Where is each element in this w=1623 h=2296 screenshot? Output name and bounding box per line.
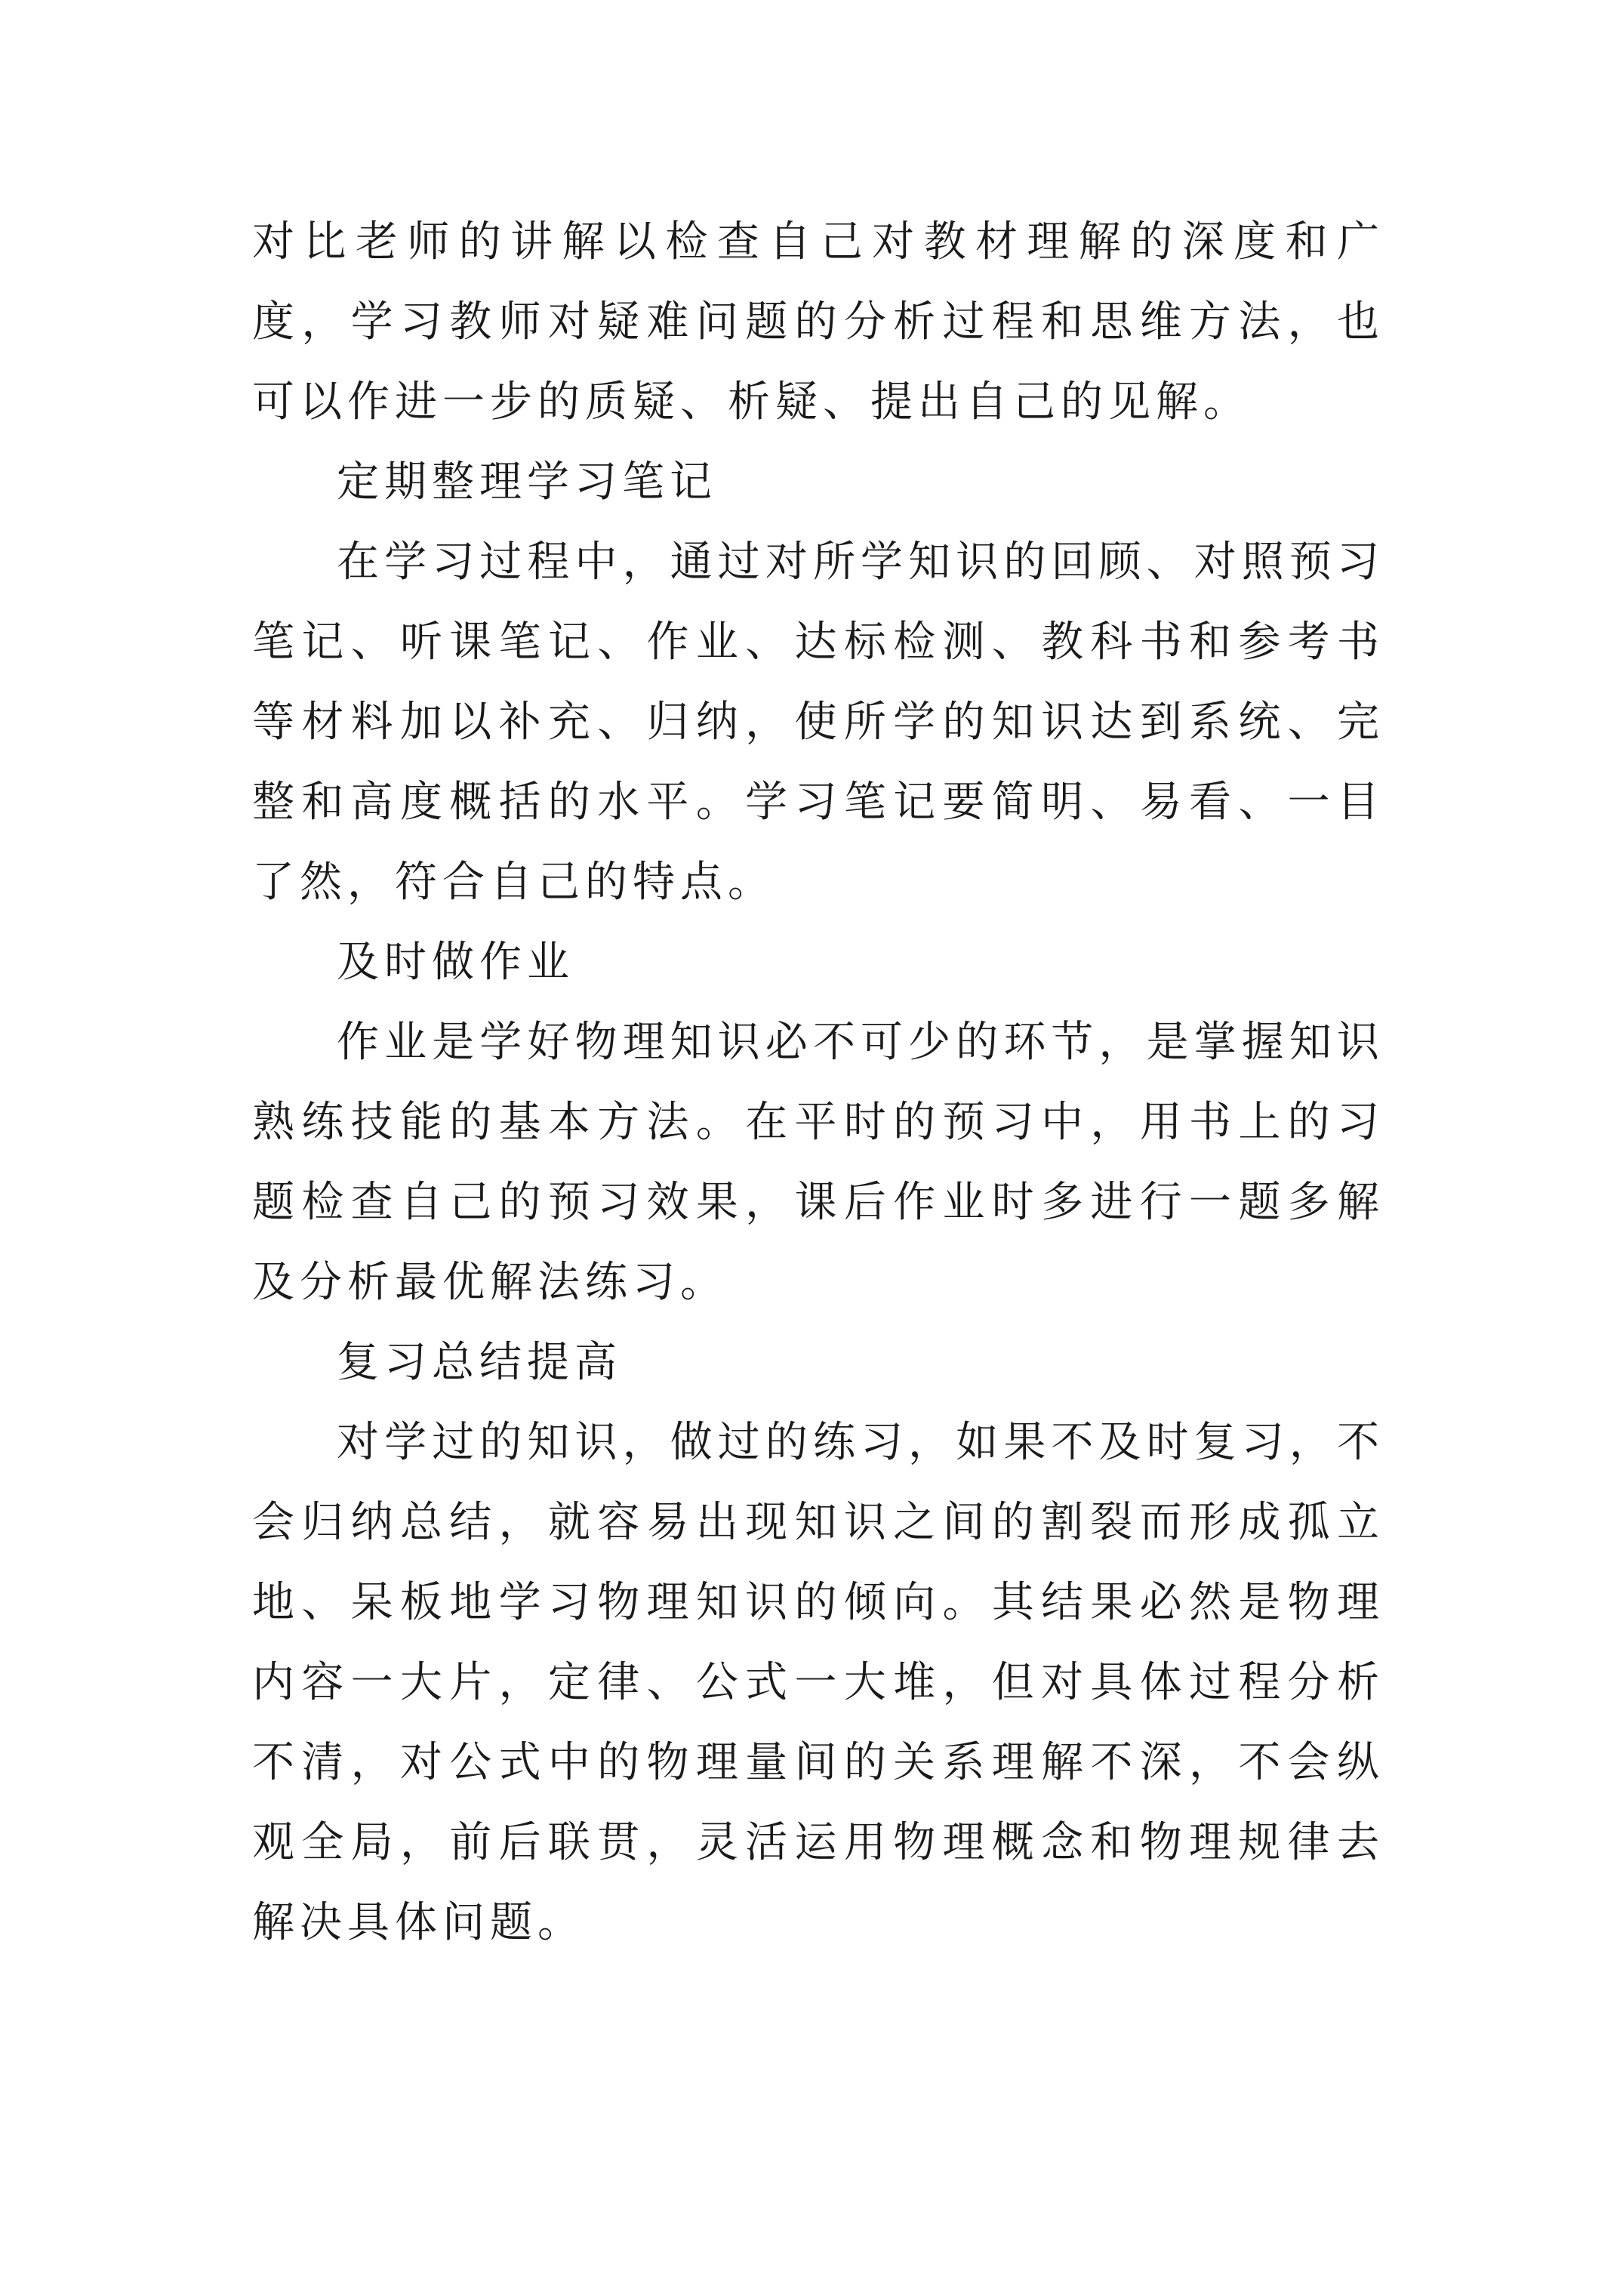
section-heading-notes: 定期整理学习笔记	[337, 458, 717, 507]
document-body	[252, 202, 1384, 1963]
paragraph-intro: 对比老师的讲解以检查自己对教材理解的深度和广度，学习教师对疑难问题的分析过程和思维方法，也可以作进一步的质疑、析疑、提出自己的见解。	[252, 217, 1384, 427]
paragraph-notes: 在学习过程中，通过对所学知识的回顾、对照预习笔记、听课笔记、作业、达标检测、教科书和参考书等材料加以补充、归纳，使所学的知识达到系统、完整和高度概括的水平。学习笔记要简明、易看、一目了然，符合自己的特点。	[252, 538, 1384, 907]
paragraph-homework: 作业是学好物理知识必不可少的环节，是掌握知识熟练技能的基本方法。在平时的预习中，用书上的习题检查自己的预习效果，课后作业时多进行一题多解及分析最优解法练习。	[252, 1018, 1384, 1307]
section-heading-homework: 及时做作业	[337, 938, 574, 987]
section-heading-review: 复习总结提高	[337, 1338, 622, 1387]
paragraph-review: 对学过的知识，做过的练习，如果不及时复习，不会归纳总结，就容易出现知识之间的割裂而形成孤立地、呆板地学习物理知识的倾向。其结果必然是物理内容一大片，定律、公式一大堆，但对具体过程分析不清，对公式中的物理量间的关系理解不深，不会纵观全局，前后联贯，灵活运用物理概念和物理规律去解决具体问题。	[252, 1418, 1384, 1947]
